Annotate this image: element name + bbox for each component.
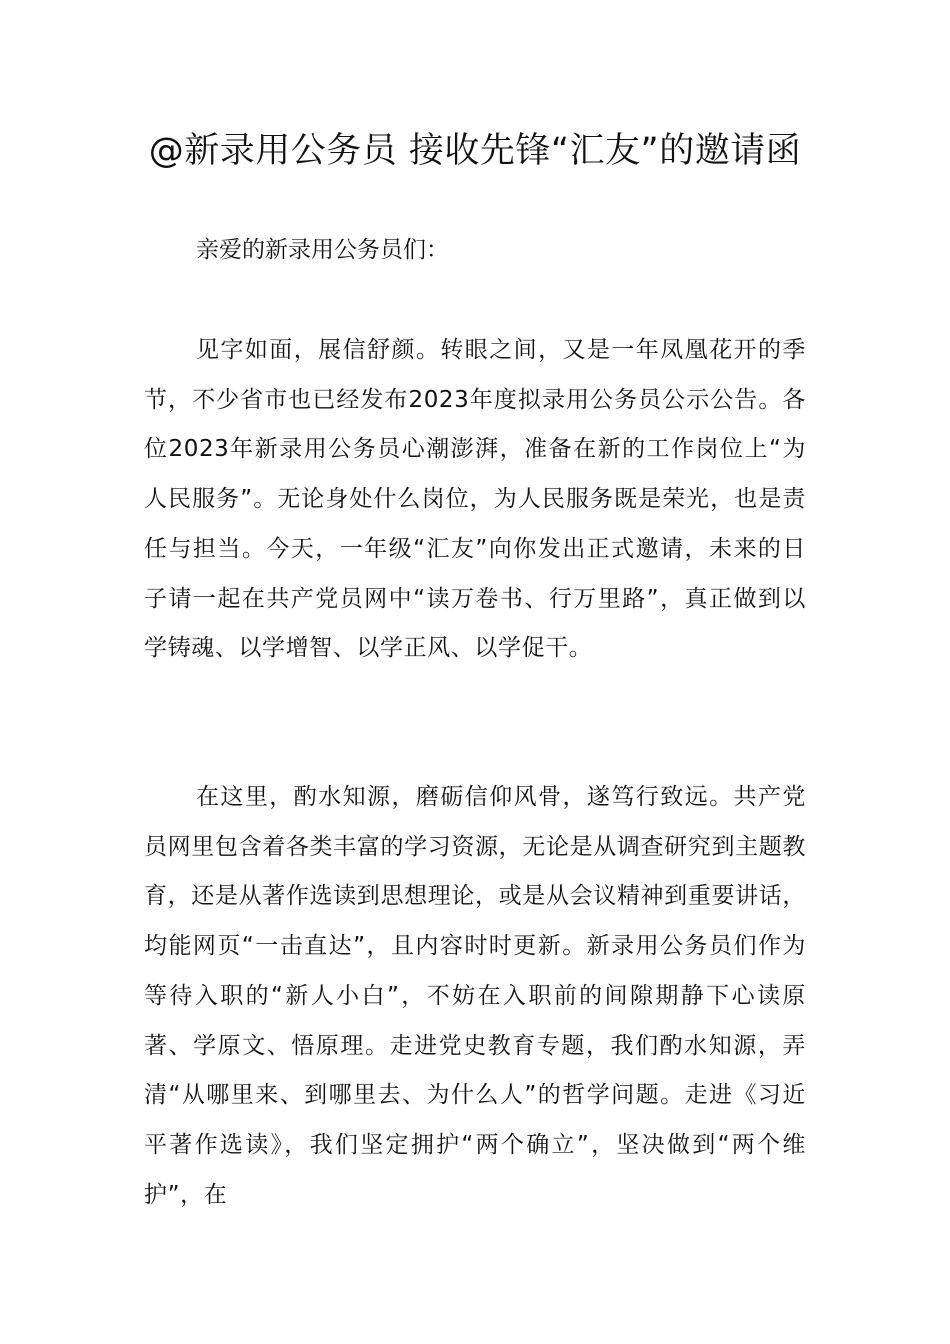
- body-paragraph-2: 在这里，酌水知源，磨砺信仰风骨，遂笃行致远。共产党员网里包含着各类丰富的学习资源，无论是从调查研究到主题教育，还是从著作选读到思想理论，或是从会议精神到重要讲话，均能网页“一击直达”，且内容时时更新。新录用公务员们作为等待入职的“新人小白”，不妨在入职前的间隙期静下心读原著、学原文、悟原理。走进党史教育专题，我们酌水知源，弄清“从哪里来、到哪里去、为什么人”的哲学问题。走进《习近平著作选读》，我们坚定拥护“两个确立”，坚决做到“两个维护”，在: [144, 784, 806, 1208]
- document-title: @新录用公务员 接收先锋“汇友”的邀请函: [148, 131, 802, 171]
- body-paragraph-1: 见字如面，展信舒颜。转眼之间，又是一年凤凰花开的季节，不少省市也已经发布2023年度拟录用公务员公示公告。各位2023年新录用公务员心潮澎湃，准备在新的工作岗位上“为人民服务”。无论身处什么岗位，为人民服务既是荣光，也是责任与担当。今天，一年级“汇友”向你发出正式邀请，未来的日子请一起在共产党员网中“读万卷书、行万里路”，真正做到以学铸魂、以学增智、以学正风、以学促干。: [144, 337, 806, 662]
- salutation: 亲爱的新录用公务员们：: [196, 237, 449, 263]
